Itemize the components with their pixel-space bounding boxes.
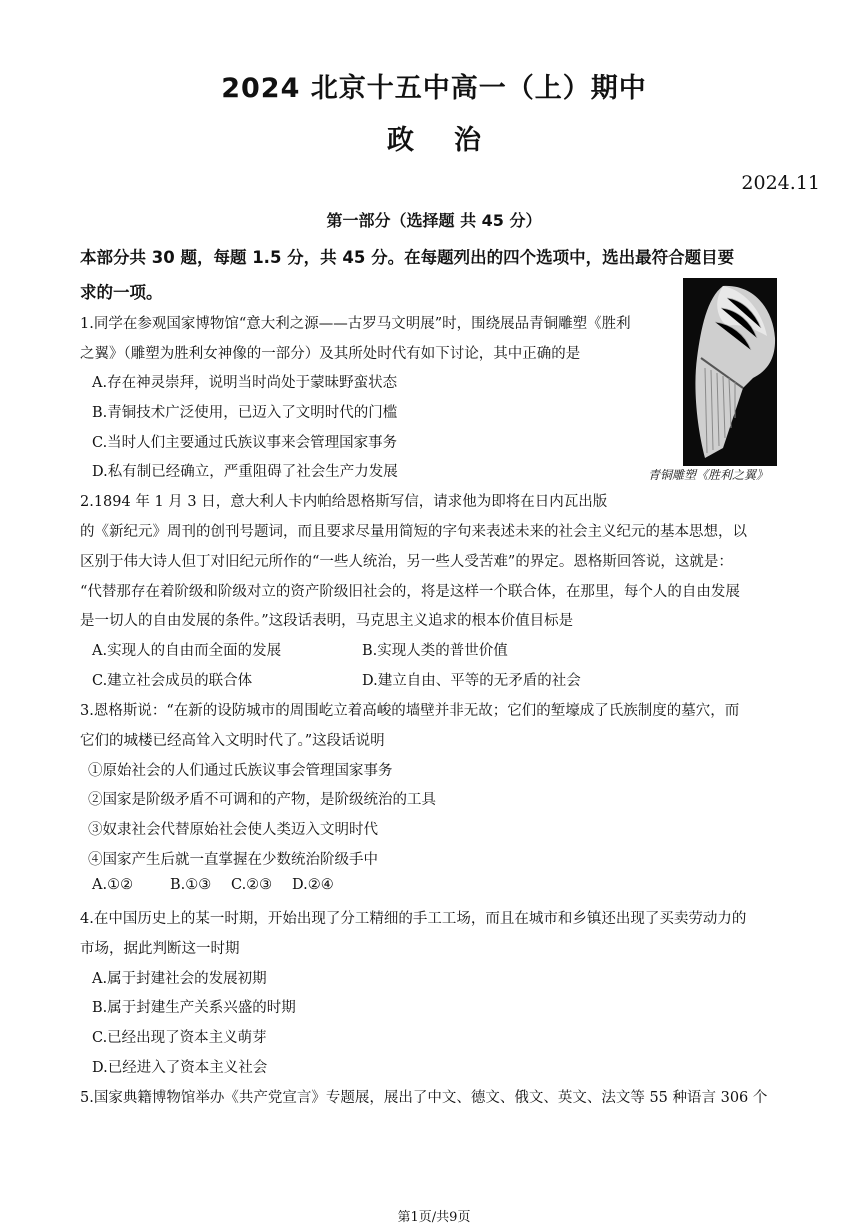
part-heading: 第一部分（选择题 共 45 分）	[326, 211, 542, 230]
q3-item-1: ①原始社会的人们通过氏族议事会管理国家事务	[88, 763, 393, 779]
q4-option-d: D.已经进入了资本主义社会	[92, 1060, 268, 1076]
q2-option-c: C.建立社会成员的联合体	[92, 673, 253, 689]
page-number: 第1页/共9页	[397, 1210, 471, 1225]
q3-item-2: ②国家是阶级矛盾不可调和的产物，是阶级统治的工具	[88, 792, 436, 808]
q2-stem-line-4: “代替那存在着阶级和阶级对立的资产阶级旧社会的，将是这样一个联合体，在那里，每个人的自由发展	[80, 584, 740, 600]
subject-title: 政治	[387, 125, 521, 156]
q3-item-4: ④国家产生后就一直掌握在少数统治阶级手中	[88, 852, 378, 868]
q3-item-3: ③奴隶社会代替原始社会使人类迈入文明时代	[88, 822, 378, 838]
q3-option-a: A.①②	[92, 877, 134, 893]
q3-stem-line-1: 3.恩格斯说：“在新的设防城市的周围屹立着高峻的墙壁并非无故；它们的堑壕成了氏族制度的墓穴，而	[80, 703, 740, 719]
wing-sculpture-graphic	[683, 278, 777, 466]
q1-option-b: B.青铜技术广泛使用，已迈入了文明时代的门槛	[92, 405, 398, 421]
q4-stem-line-2: 市场，据此判断这一时期	[80, 941, 240, 957]
q2-stem-line-2: 的《新纪元》周刊的创刊号题词，而且要求尽量用简短的字句来表述未来的社会主义纪元的基本思想，以	[80, 524, 747, 540]
q2-stem-line-3: 区别于伟大诗人但丁对旧纪元所作的“一些人统治，另一些人受苦难”的界定。恩格斯回答说，这就是：	[80, 554, 733, 570]
q4-option-b: B.属于封建生产关系兴盛的时期	[92, 1000, 296, 1016]
figure-caption: 青铜雕塑《胜利之翼》	[648, 468, 769, 482]
q2-option-a: A.实现人的自由而全面的发展	[92, 643, 282, 659]
q2-option-b: B.实现人类的普世价值	[362, 643, 508, 659]
q1-option-d: D.私有制已经确立，严重阻碍了社会生产力发展	[92, 464, 398, 480]
q2-stem-line-1: 2.1894 年 1 月 3 日，意大利人卡内帕给恩格斯写信，请求他为即将在日内瓦出版	[80, 494, 608, 510]
instruction-line-2: 求的一项。	[80, 283, 163, 302]
q3-option-b: B.①③	[170, 877, 212, 893]
instruction-line-1: 本部分共 30 题，每题 1.5 分，共 45 分。在每题列出的四个选项中，选出最符合题目要	[80, 248, 735, 267]
bronze-wing-sculpture-image	[683, 278, 777, 466]
q2-stem-line-5: 是一切人的自由发展的条件。”这段话表明，马克思主义追求的根本价值目标是	[80, 613, 574, 629]
q1-stem-line-2: 之翼》（雕塑为胜利女神像的一部分）及其所处时代有如下讨论，其中正确的是	[80, 346, 581, 362]
q1-stem-line-1: 1.同学在参观国家博物馆“意大利之源——古罗马文明展”时，围绕展品青铜雕塑《胜利	[80, 316, 631, 332]
q3-stem-line-2: 它们的城楼已经高耸入文明时代了。”这段话说明	[80, 733, 385, 749]
q3-option-c: C.②③	[231, 877, 273, 893]
q4-stem-line-1: 4.在中国历史上的某一时期，开始出现了分工精细的手工工场，而且在城市和乡镇还出现了买卖劳动力的	[80, 911, 747, 927]
exam-title: 2024 北京十五中高一（上）期中	[221, 73, 647, 104]
q2-option-d: D.建立自由、平等的无矛盾的社会	[362, 673, 581, 689]
q1-option-a: A.存在神灵崇拜，说明当时尚处于蒙昧野蛮状态	[92, 375, 398, 391]
q1-option-c: C.当时人们主要通过氏族议事来会管理国家事务	[92, 435, 398, 451]
q3-option-d: D.②④	[292, 877, 334, 893]
q5-stem-line-1: 5.国家典籍博物馆举办《共产党宣言》专题展，展出了中文、德文、俄文、英文、法文等 55 种语言 306 个	[80, 1090, 768, 1106]
q4-option-a: A.属于封建社会的发展初期	[92, 971, 267, 987]
q4-option-c: C.已经出现了资本主义萌芽	[92, 1030, 267, 1046]
exam-date: 2024.11	[741, 172, 820, 194]
